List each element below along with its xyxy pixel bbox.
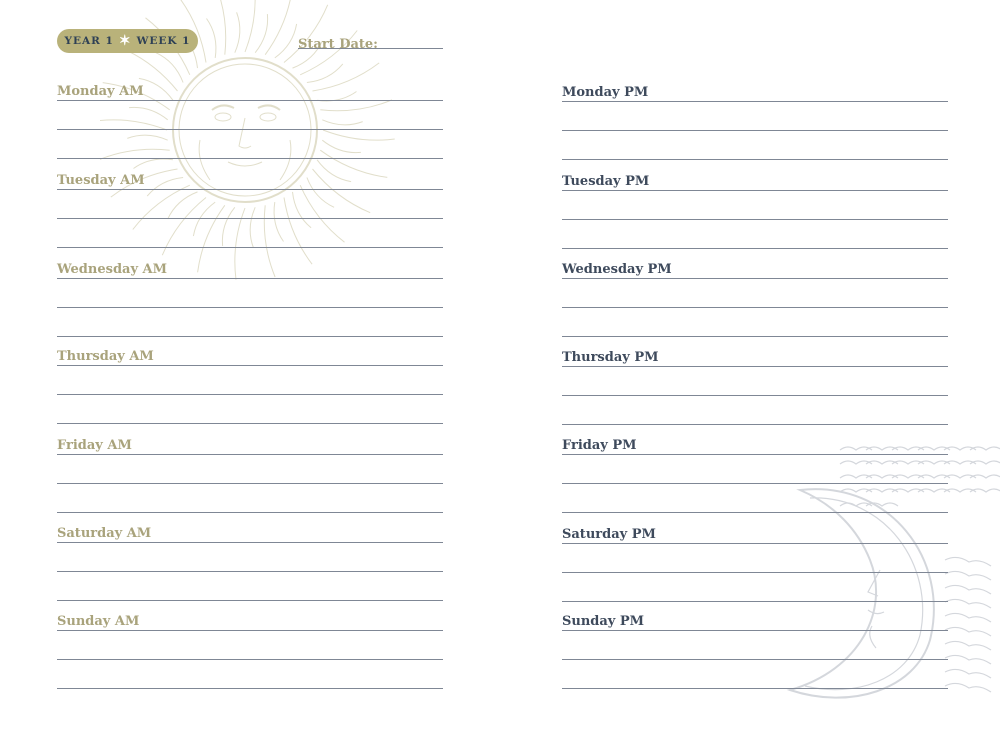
writing-line[interactable]: [57, 542, 443, 571]
writing-line[interactable]: [562, 130, 948, 159]
writing-line[interactable]: [562, 512, 948, 513]
writing-line[interactable]: [57, 100, 443, 129]
writing-line[interactable]: [57, 630, 443, 659]
writing-line[interactable]: [57, 129, 443, 158]
writing-line[interactable]: [562, 659, 948, 688]
day-label: Wednesday AM: [57, 262, 168, 277]
writing-line[interactable]: [57, 600, 443, 601]
writing-line[interactable]: [57, 278, 443, 307]
day-block-friday-pm: [562, 438, 948, 513]
writing-line[interactable]: [57, 336, 443, 337]
day-block-monday-am: [57, 84, 443, 159]
writing-line[interactable]: [57, 158, 443, 159]
week-label: WEEK 1: [136, 35, 191, 47]
day-block-tuesday-am: [57, 173, 443, 248]
star-icon: ✶: [118, 33, 132, 49]
writing-line[interactable]: [57, 365, 443, 394]
writing-line[interactable]: [562, 307, 948, 336]
writing-line[interactable]: [57, 423, 443, 424]
day-block-monday-pm: [562, 85, 948, 160]
day-label: Thursday AM: [57, 349, 154, 364]
day-label: Monday PM: [562, 85, 649, 100]
day-block-wednesday-am: [57, 262, 443, 337]
day-label: Friday PM: [562, 438, 637, 453]
writing-line[interactable]: [57, 512, 443, 513]
right-page: [500, 0, 1000, 750]
writing-line[interactable]: [57, 571, 443, 600]
writing-line[interactable]: [562, 601, 948, 602]
day-label: Sunday AM: [57, 614, 140, 629]
writing-line[interactable]: [562, 688, 948, 689]
writing-line[interactable]: [562, 219, 948, 248]
writing-line[interactable]: [562, 454, 948, 483]
writing-line[interactable]: [562, 630, 948, 659]
writing-line[interactable]: [57, 189, 443, 218]
year-label: YEAR 1: [64, 35, 114, 47]
day-label: Sunday PM: [562, 614, 645, 629]
writing-line[interactable]: [562, 336, 948, 337]
writing-line[interactable]: [57, 688, 443, 689]
day-block-friday-am: [57, 438, 443, 513]
day-label: Wednesday PM: [562, 262, 672, 277]
writing-line[interactable]: [562, 190, 948, 219]
day-block-thursday-am: [57, 349, 443, 424]
start-date-label: Start Date:: [298, 37, 378, 52]
writing-line[interactable]: [562, 424, 948, 425]
day-block-sunday-pm: [562, 614, 948, 689]
writing-line[interactable]: [562, 366, 948, 395]
writing-line[interactable]: [562, 248, 948, 249]
day-block-saturday-am: [57, 526, 443, 601]
day-label: Saturday AM: [57, 526, 152, 541]
writing-line[interactable]: [57, 307, 443, 336]
writing-line[interactable]: [57, 454, 443, 483]
writing-line[interactable]: [57, 659, 443, 688]
day-label: Tuesday AM: [57, 173, 145, 188]
day-block-saturday-pm: [562, 527, 948, 602]
day-label: Saturday PM: [562, 527, 656, 542]
writing-line[interactable]: [57, 483, 443, 512]
writing-line[interactable]: [562, 543, 948, 572]
writing-line[interactable]: [562, 572, 948, 601]
year-week-badge: [57, 29, 198, 53]
day-block-sunday-am: [57, 614, 443, 689]
writing-line[interactable]: [57, 247, 443, 248]
writing-line[interactable]: [562, 483, 948, 512]
writing-line[interactable]: [57, 394, 443, 423]
day-label: Thursday PM: [562, 350, 659, 365]
writing-line[interactable]: [562, 278, 948, 307]
writing-line[interactable]: [562, 159, 948, 160]
day-label: Tuesday PM: [562, 174, 650, 189]
day-block-thursday-pm: [562, 350, 948, 425]
writing-line[interactable]: [57, 218, 443, 247]
day-block-wednesday-pm: [562, 262, 948, 337]
day-label: Monday AM: [57, 84, 144, 99]
day-label: Friday AM: [57, 438, 132, 453]
day-block-tuesday-pm: [562, 174, 948, 249]
start-date-field[interactable]: [298, 33, 443, 52]
writing-line[interactable]: [562, 395, 948, 424]
writing-line[interactable]: [562, 101, 948, 130]
